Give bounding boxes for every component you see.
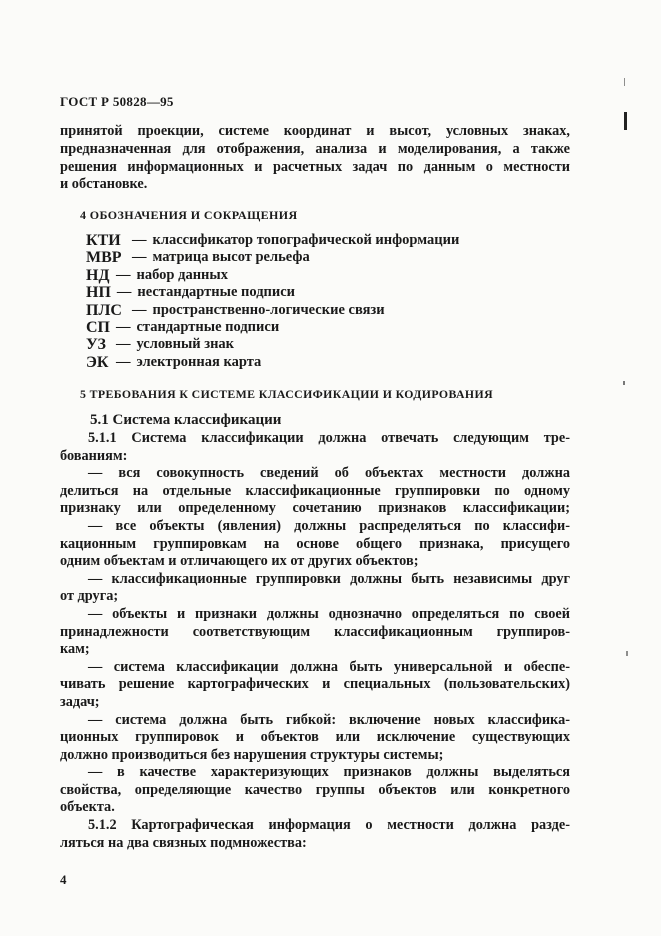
text-line: ционных группировок и объектов или исключение существующих bbox=[60, 729, 570, 746]
abbreviation-item bbox=[86, 232, 546, 249]
abbreviation-code: УЗ bbox=[86, 336, 106, 354]
dash: — bbox=[132, 301, 147, 318]
dash: — bbox=[116, 353, 131, 370]
text-line: решения информационных и расчетных задач по данным о местности bbox=[60, 158, 570, 175]
scan-artifact bbox=[624, 78, 625, 86]
abbreviation-text: набор данных bbox=[136, 266, 228, 283]
dash: — bbox=[132, 249, 147, 266]
abbreviation-code: СП bbox=[86, 319, 110, 337]
text-line: свойства, определяющие качество группы объектов или конкретного bbox=[60, 781, 570, 798]
text-line: должно производиться без нарушения структуры системы; bbox=[60, 746, 444, 763]
text-line: — классификационные группировки должны быть независимы друг bbox=[88, 570, 570, 587]
text-line: объекта. bbox=[60, 799, 115, 816]
subsection-heading: 5.1 Система классификации bbox=[90, 412, 282, 428]
abbreviation-item bbox=[86, 354, 546, 371]
scan-artifact bbox=[626, 651, 628, 656]
text-line: предназначенная для отображения, анализа и моделирования, а также bbox=[60, 140, 570, 157]
dash: — bbox=[116, 284, 132, 301]
abbreviation-item bbox=[86, 267, 546, 284]
abbreviation-code: ПЛС bbox=[86, 301, 122, 319]
section-5-heading: 5 ТРЕБОВАНИЯ К СИСТЕМЕ КЛАССИФИКАЦИИ И КОДИРОВАНИЯ bbox=[80, 387, 493, 401]
text-line: принятой проекции, системе координат и высот, условных знаках, bbox=[60, 123, 570, 139]
text-line: 5.1.2 Картографическая информация о местности должна разде- bbox=[88, 817, 570, 834]
page-number: 4 bbox=[60, 872, 67, 887]
text-line: — система должна быть гибкой: включение новых классифика- bbox=[88, 711, 570, 728]
text-line: и обстановке. bbox=[60, 176, 148, 193]
abbreviation-text: пространственно-логические связи bbox=[152, 301, 385, 318]
abbreviation-code: МВР bbox=[86, 249, 122, 267]
text-line: принадлежности соответствующим классификационным группиров- bbox=[60, 623, 570, 640]
text-line: — система классификации должна быть универсальной и обеспе- bbox=[88, 658, 570, 675]
dash: — bbox=[116, 266, 131, 283]
abbreviation-text: стандартные подписи bbox=[136, 319, 280, 336]
text-line: — все объекты (явления) должны распределяться по классифи- bbox=[88, 517, 570, 534]
text-line: задач; bbox=[60, 693, 100, 710]
text-line: кационным группировкам на основе общего признака, присущего bbox=[60, 535, 570, 552]
document-header: ГОСТ Р 50828—95 bbox=[60, 94, 174, 109]
text-line: бованиям: bbox=[60, 447, 128, 464]
abbreviation-item bbox=[86, 336, 546, 353]
scan-artifact bbox=[623, 381, 625, 385]
abbreviation-list bbox=[86, 232, 546, 371]
text-line: кам; bbox=[60, 641, 90, 658]
abbreviation-code: ЭК bbox=[86, 353, 109, 371]
intro-paragraph bbox=[60, 123, 570, 194]
section-5-body bbox=[60, 430, 570, 852]
abbreviation-text: классификатор топографической информации bbox=[152, 232, 460, 248]
dash: — bbox=[132, 232, 147, 248]
abbreviation-item bbox=[86, 284, 546, 301]
dash: — bbox=[116, 336, 131, 353]
text-line: — в качестве характеризующих признаков должны выделяться bbox=[88, 764, 570, 781]
text-line: чивать решение картографических и специальных (пользовательских) bbox=[60, 676, 570, 693]
abbreviation-item bbox=[86, 249, 546, 266]
text-line: от друга; bbox=[60, 588, 119, 605]
abbreviation-item bbox=[86, 302, 546, 319]
text-line: одним объектам и отличающего их от других объектов; bbox=[60, 553, 419, 570]
abbreviation-text: условный знак bbox=[136, 336, 235, 353]
abbreviation-item bbox=[86, 319, 546, 336]
abbreviation-text: электронная карта bbox=[136, 353, 262, 370]
abbreviation-code: НД bbox=[86, 266, 110, 284]
abbreviation-text: нестандартные подписи bbox=[137, 284, 296, 301]
abbreviation-code: КТИ bbox=[86, 232, 121, 249]
section-4-heading: 4 ОБОЗНАЧЕНИЯ И СОКРАЩЕНИЯ bbox=[80, 208, 298, 222]
text-line: делиться на отдельные классификационные группировки по одному bbox=[60, 482, 570, 499]
dash: — bbox=[116, 319, 131, 336]
text-line: 5.1.1 Система классификации должна отвечать следующим тре- bbox=[88, 430, 570, 446]
abbreviation-code: НП bbox=[86, 284, 111, 302]
text-line: ляться на два связных подмножества: bbox=[60, 834, 307, 851]
text-line: — объекты и признаки должны однозначно определяться по своей bbox=[88, 605, 570, 622]
scan-artifact bbox=[624, 112, 627, 130]
text-line: признаку или определенному сочетанию признаков классификации; bbox=[60, 500, 570, 517]
text-line: — вся совокупность сведений об объектах местности должна bbox=[88, 465, 570, 482]
abbreviation-text: матрица высот рельефа bbox=[152, 249, 310, 266]
